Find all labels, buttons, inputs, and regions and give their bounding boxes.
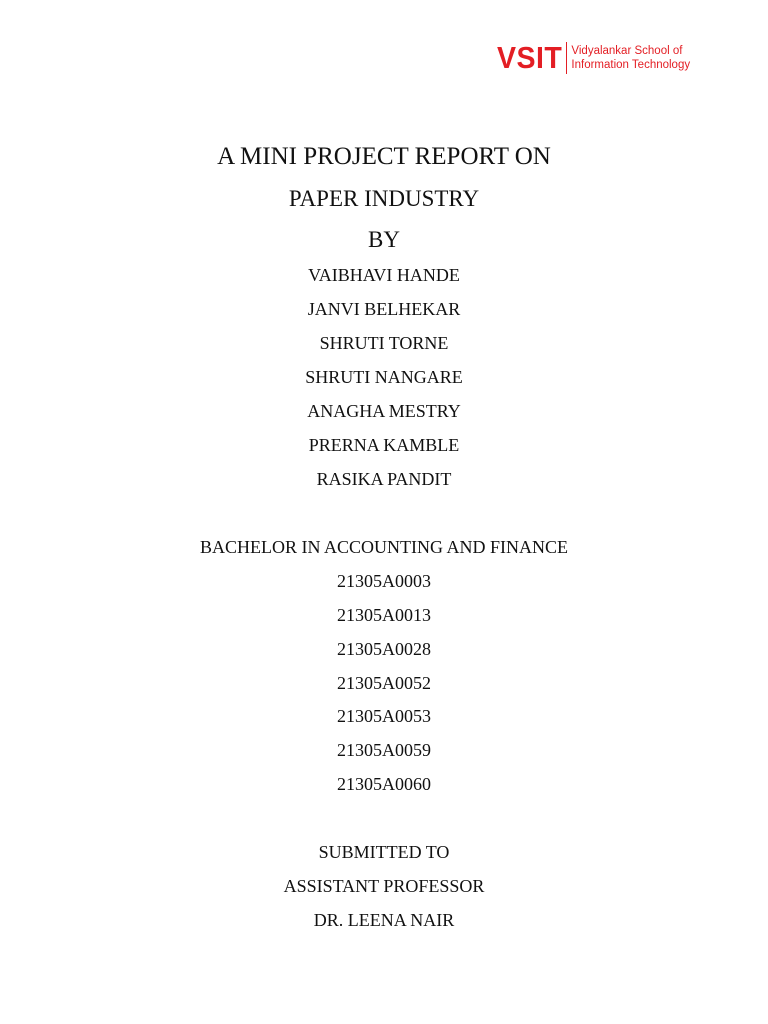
author-name: SHRUTI TORNE [319,333,449,353]
logo-divider [566,42,568,74]
report-title: A MINI PROJECT REPORT ON [217,143,551,170]
professor-name: DR. LEENA NAIR [313,910,455,930]
report-subject: PAPER INDUSTRY [288,186,480,211]
roll-number: 21305A0052 [337,673,431,693]
logo-text [571,44,690,72]
vsit-logo [497,40,690,76]
professor-designation: ASSISTANT PROFESSOR [283,876,485,896]
author-name: RASIKA PANDIT [316,469,452,489]
author-name: ANAGHA MESTRY [307,401,461,421]
report-by: BY [368,227,400,252]
submitted-to-label: SUBMITTED TO [318,842,450,862]
logo-text-line-2: Information Technology [571,59,691,71]
roll-number: 21305A0028 [337,639,431,659]
author-name: JANVI BELHEKAR [307,299,461,319]
author-name: SHRUTI NANGARE [305,367,463,387]
roll-number: 21305A0013 [337,605,431,625]
roll-number: 21305A0060 [337,774,431,794]
author-name: VAIBHAVI HANDE [308,265,460,285]
program-name: BACHELOR IN ACCOUNTING AND FINANCE [199,537,568,557]
logo-mark: VSIT [497,40,563,75]
roll-number: 21305A0003 [337,571,431,591]
author-name: PRERNA KAMBLE [308,435,460,455]
logo-text-line-1: Vidyalankar School of [571,45,683,57]
roll-number: 21305A0059 [337,740,431,760]
roll-number: 21305A0053 [337,706,431,726]
